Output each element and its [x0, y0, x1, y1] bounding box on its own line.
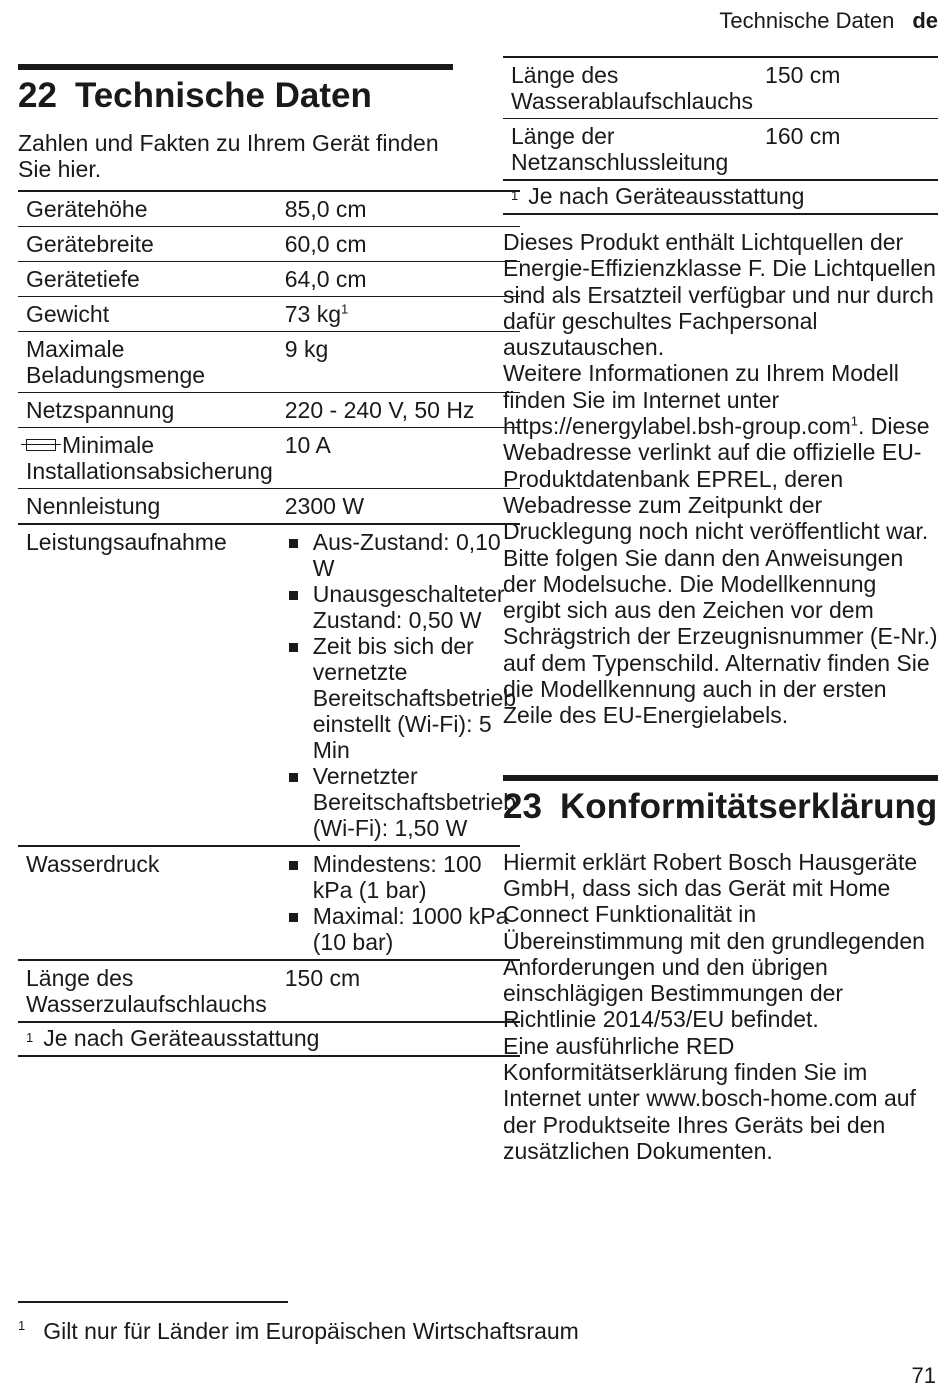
list-item: Zeit bis sich der vernetzte Bereitschaftsbetrieb einstellt (Wi-Fi): 5 Min — [285, 633, 516, 763]
spec-value-list — [277, 524, 520, 846]
table-row — [18, 191, 520, 227]
spec-label: Gewicht — [26, 301, 110, 327]
section-heading-23 — [503, 787, 938, 827]
spec-table — [18, 190, 520, 1057]
spec-value: 150 cm — [765, 62, 841, 88]
bullet-list — [285, 529, 516, 841]
section-title: Konformitätserklärung — [559, 786, 938, 826]
section-title: Technische Daten — [74, 76, 372, 115]
spec-value: 9 kg — [284, 336, 329, 362]
table-row — [18, 428, 520, 489]
language-tag: de — [912, 8, 938, 33]
fuse-icon — [26, 439, 56, 451]
spec-value: 150 cm — [284, 965, 361, 991]
spec-label-text: Minimale Installationsabsicherung — [26, 432, 273, 484]
footnote-ref: 1 — [341, 301, 349, 317]
spec-label: Leistungsaufnahme — [26, 529, 227, 555]
spec-label: Gerätetiefe — [26, 266, 140, 292]
list-item: Vernetzter Bereitschaftsbetrieb (Wi-Fi): 1,50 W — [285, 763, 516, 841]
footnote-mark: 1 — [26, 1030, 34, 1045]
spec-label: Maximale Beladungsmenge — [26, 336, 206, 388]
table-row — [18, 297, 520, 332]
spec-value: 10 A — [284, 432, 331, 458]
spec-value — [277, 297, 520, 332]
energy-information — [503, 229, 938, 729]
table-row — [18, 227, 520, 262]
running-head-title: Technische Daten — [719, 8, 895, 33]
section-heading-22 — [18, 76, 453, 116]
table-footnote-row — [18, 1022, 520, 1056]
list-item: Mindestens: 100 kPa (1 bar) — [285, 851, 516, 903]
footnote-mark: 1 — [18, 1318, 26, 1333]
spec-label: Gerätebreite — [26, 231, 154, 257]
footnote-text: Je nach Geräteausstattung — [528, 183, 805, 209]
bullet-list — [285, 851, 516, 955]
paragraph-text: Weitere Informationen zu Ihrem Modell finden Sie im Internet unter https://energylabel.bsh-group.com — [503, 360, 899, 440]
spec-label: Nennleistung — [26, 493, 161, 519]
spec-label: Gerätehöhe — [26, 196, 148, 222]
table-row — [503, 119, 938, 181]
table-row — [18, 332, 520, 393]
spec-label: Wasserdruck — [26, 851, 160, 877]
spec-label-with-icon — [18, 428, 277, 489]
footnote-divider — [18, 1301, 288, 1303]
section-divider — [503, 775, 938, 781]
spec-label: Netzspannung — [26, 397, 175, 423]
table-footnote — [503, 180, 938, 214]
footnote-text: Gilt nur für Länder im Europäischen Wirtschaftsraum — [43, 1318, 579, 1344]
table-row — [503, 57, 938, 119]
section-intro: Zahlen und Fakten zu Ihrem Gerät finden Sie hier. — [18, 130, 439, 182]
page-number: 71 — [911, 1363, 936, 1388]
spec-value: 85,0 cm — [284, 196, 367, 222]
paragraph: Dieses Produkt enthält Lichtquellen der Energie-Effizienzklasse F. Die Lichtquellen sind als Ersatzteil verfügbar und nur durch dafür geschultes Fachpersonal auszutauschen. — [503, 229, 936, 361]
table-row — [18, 262, 520, 297]
page-footnote — [18, 1318, 579, 1345]
section-number: 22 — [18, 76, 57, 115]
spec-label: Länge des Wasserablaufschlauchs — [511, 62, 754, 114]
spec-value: 60,0 cm — [284, 231, 367, 257]
table-row — [18, 846, 520, 960]
list-item: Maximal: 1000 kPa (10 bar) — [285, 903, 516, 955]
section-number: 23 — [503, 786, 542, 826]
spec-value: 160 cm — [765, 123, 841, 149]
footnote-mark: 1 — [511, 188, 519, 203]
spec-table-continued — [503, 56, 938, 215]
spec-value-list — [277, 846, 520, 960]
paragraph: Hiermit erklärt Robert Bosch Hausgeräte GmbH, dass sich das Gerät mit Home Connect Funktionalität in Übereinstimmung mit den grundlegenden Anforderungen und den übrigen einschlägigen Bestimmungen der Richtlinie 2014/53/EU befindet. — [503, 848, 925, 1033]
table-footnote-row — [503, 180, 938, 214]
spec-value-text: 73 kg — [284, 301, 342, 327]
spec-value: 64,0 cm — [284, 266, 367, 292]
spec-value: 220 - 240 V, 50 Hz — [284, 397, 475, 423]
table-row — [18, 489, 520, 525]
right-column — [503, 56, 938, 1164]
footnote-text: Je nach Geräteausstattung — [43, 1025, 320, 1051]
spec-label: Länge des Wasserzulaufschlauchs — [26, 965, 267, 1017]
list-item: Unausgeschalteter Zustand: 0,50 W — [285, 581, 516, 633]
paragraph — [503, 360, 938, 728]
list-item: Aus-Zustand: 0,10 W — [285, 529, 516, 581]
spec-label: Länge der Netzanschlussleitung — [511, 123, 729, 175]
table-row — [18, 524, 520, 846]
table-row — [18, 960, 520, 1022]
table-footnote — [18, 1022, 520, 1056]
paragraph: Eine ausführliche RED Konformitätserklärung finden Sie im Internet unter www.bosch-home.com auf der Produktseite Ihres Geräts bei den zusätzlichen Dokumenten. — [503, 1032, 916, 1164]
conformity-text — [503, 849, 938, 1165]
left-column — [18, 64, 517, 1057]
spec-value: 2300 W — [284, 493, 365, 519]
section-divider — [18, 64, 453, 70]
table-row — [18, 393, 520, 428]
paragraph-text: . Diese Webadresse verlinkt auf die offizielle EU-Produktdatenbank EPREL, deren Webadresse zum Zeitpunkt der Drucklegung noch nicht veröffentlicht war. Bitte folgen Sie dann den Anweisungen der Modelsuche. Die Modellkennung ergibt sich aus den Zeichen vor dem Schrägstrich der Erzeugnisnummer (E-Nr.) auf dem Typenschild. Alternativ finden Sie die Modellkennung auch in der ersten Zeile des EU-Energielabels. — [503, 413, 938, 729]
footnote-ref: 1 — [850, 413, 858, 429]
running-head — [719, 8, 938, 34]
